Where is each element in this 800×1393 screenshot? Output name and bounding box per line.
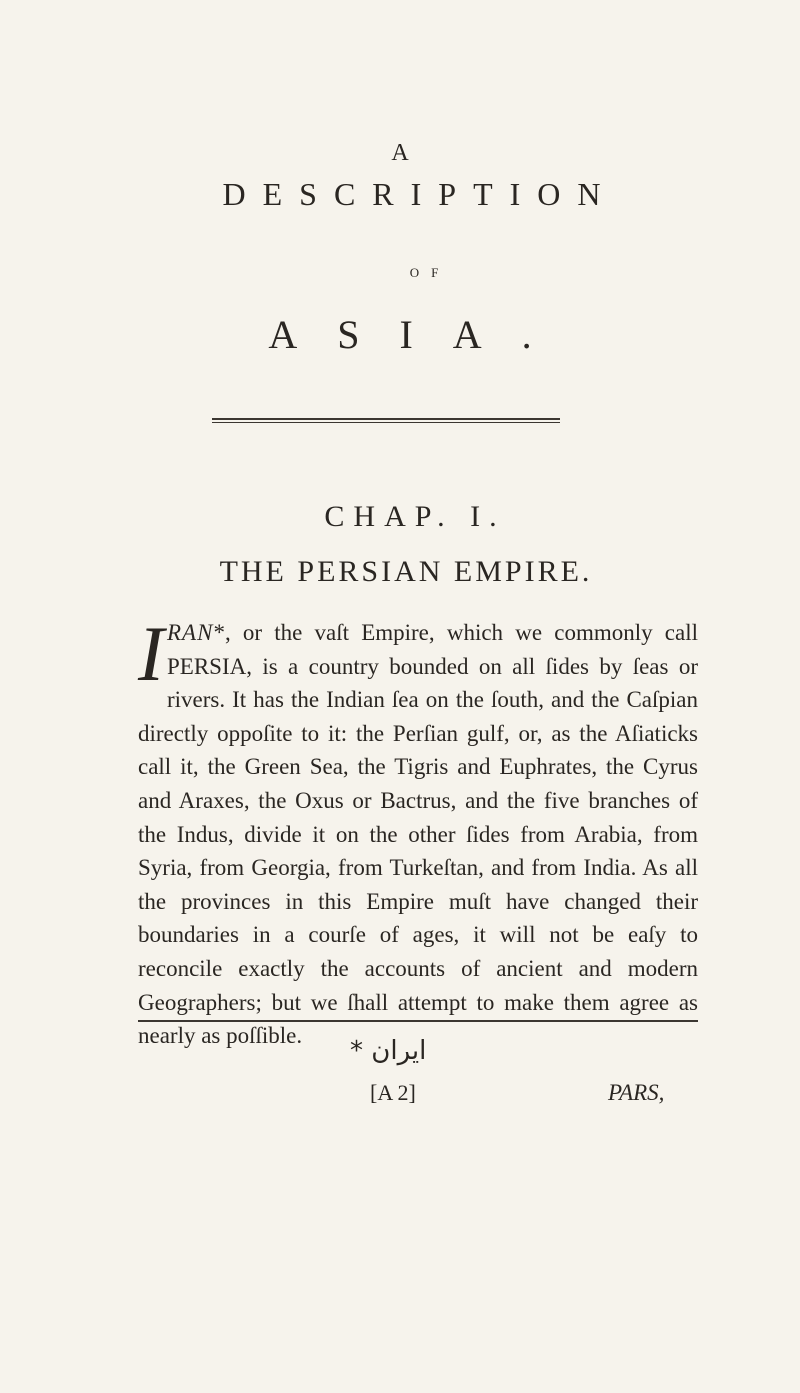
body-paragraph [138,610,698,1053]
title-main: DESCRIPTION [222,176,618,212]
footnote-divider [138,1020,698,1023]
lead-word: RAN [166,620,214,645]
signature-mark: [A 2] [370,1080,416,1105]
footnote: * ايران [350,1036,427,1066]
chapter-heading: THE PERSIAN EMPIRE. [219,555,593,588]
drop-cap: I [138,610,164,697]
chapter-label: CHAP. I. [324,500,506,533]
title-subject: ASIA. [268,312,572,357]
paragraph-text: *, or the vaſt Empire, which we commonly call PERSIA, is a country bounded on all ſides by ſeas or rivers. It has the Indian ſea on the ſouth, and the Caſpian directly oppoſite to it: the Perſian gulf, or, as the Aſiaticks call it, the Green Sea, the Tigris and Euphrates, the Cyrus and Araxes, the Oxus or Bactrus, and the five branches of the Indus, divide it on the other ſides from Arabia, from Syria, from Georgia, from Turkeſtan, and from India. As all the provinces in this Empire muſt have changed their boundaries in a courſe of ages, it will not be eaſy to reconcile exactly the accounts of ancient and modern Geographers; but we ſhall attempt to make them agree as nearly as poſſible. [138,620,698,1049]
catchword: PARS, [608,1080,665,1105]
title-of: OF [409,265,451,280]
title-article: A [391,140,409,166]
title-divider [212,418,560,423]
